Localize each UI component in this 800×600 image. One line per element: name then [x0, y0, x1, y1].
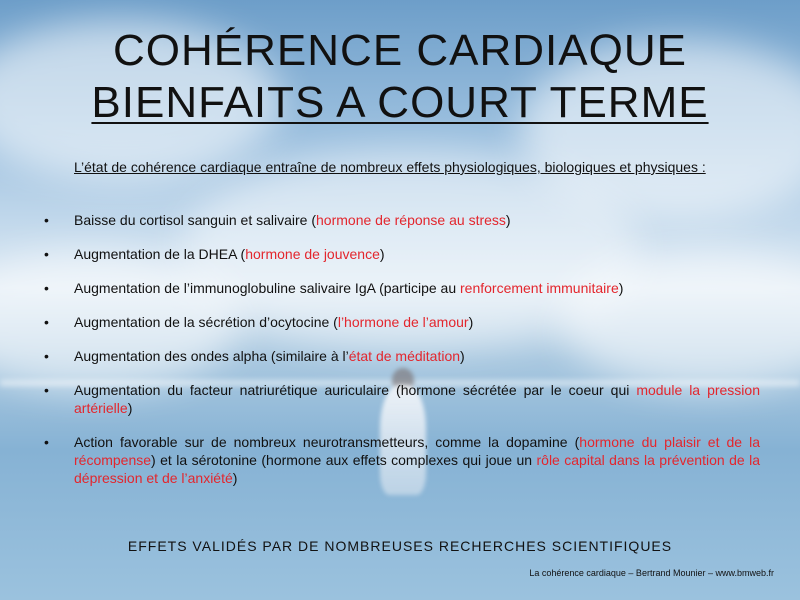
page-title-line2: BIENFAITS A COURT TERME	[91, 78, 709, 127]
benefits-list	[0, 211, 800, 503]
bullet: •	[44, 348, 49, 364]
list-item: • Augmentation de la sécrétion d’ocytocine (l’hormone de l’amour)	[44, 314, 474, 330]
list-item: • Action favorable sur de nombreux neurotransmetteurs, comme la dopamine (hormone du plaisir et de la récompense) et la sérotonine (hormone aux effets complexes qui joue un rôle capital dans la prévention de la dépression et de l’anxiété)	[44, 434, 760, 486]
bullet: •	[44, 382, 49, 398]
list-item: • Augmentation des ondes alpha (similaire à l’état de méditation)	[44, 348, 465, 364]
bullet: •	[44, 314, 49, 330]
list-item: • Augmentation de la DHEA (hormone de jouvence)	[44, 246, 385, 262]
list-item: • Baisse du cortisol sanguin et salivaire (hormone de réponse au stress)	[44, 212, 511, 228]
intro-text: L’état de cohérence cardiaque entraîne de nombreux effets physiologiques, biologiques et physiques :	[74, 159, 706, 175]
bullet: •	[44, 280, 49, 296]
footer-statement: EFFETS VALIDÉS PAR DE NOMBREUSES RECHERCHES SCIENTIFIQUES	[127, 538, 673, 554]
list-item: • Augmentation de l’immunoglobuline salivaire IgA (participe au renforcement immunitaire)	[44, 280, 624, 296]
bullet: •	[44, 212, 49, 228]
credit-line: La cohérence cardiaque – Bertrand Mounier – www.bmweb.fr	[529, 568, 774, 578]
bullet: •	[44, 434, 49, 450]
page-title-line1: COHÉRENCE CARDIAQUE	[113, 26, 687, 75]
bullet: •	[44, 246, 49, 262]
list-item: • Augmentation du facteur natriurétique auriculaire (hormone sécrétée par le coeur qui module la pression artérielle)	[44, 382, 760, 416]
